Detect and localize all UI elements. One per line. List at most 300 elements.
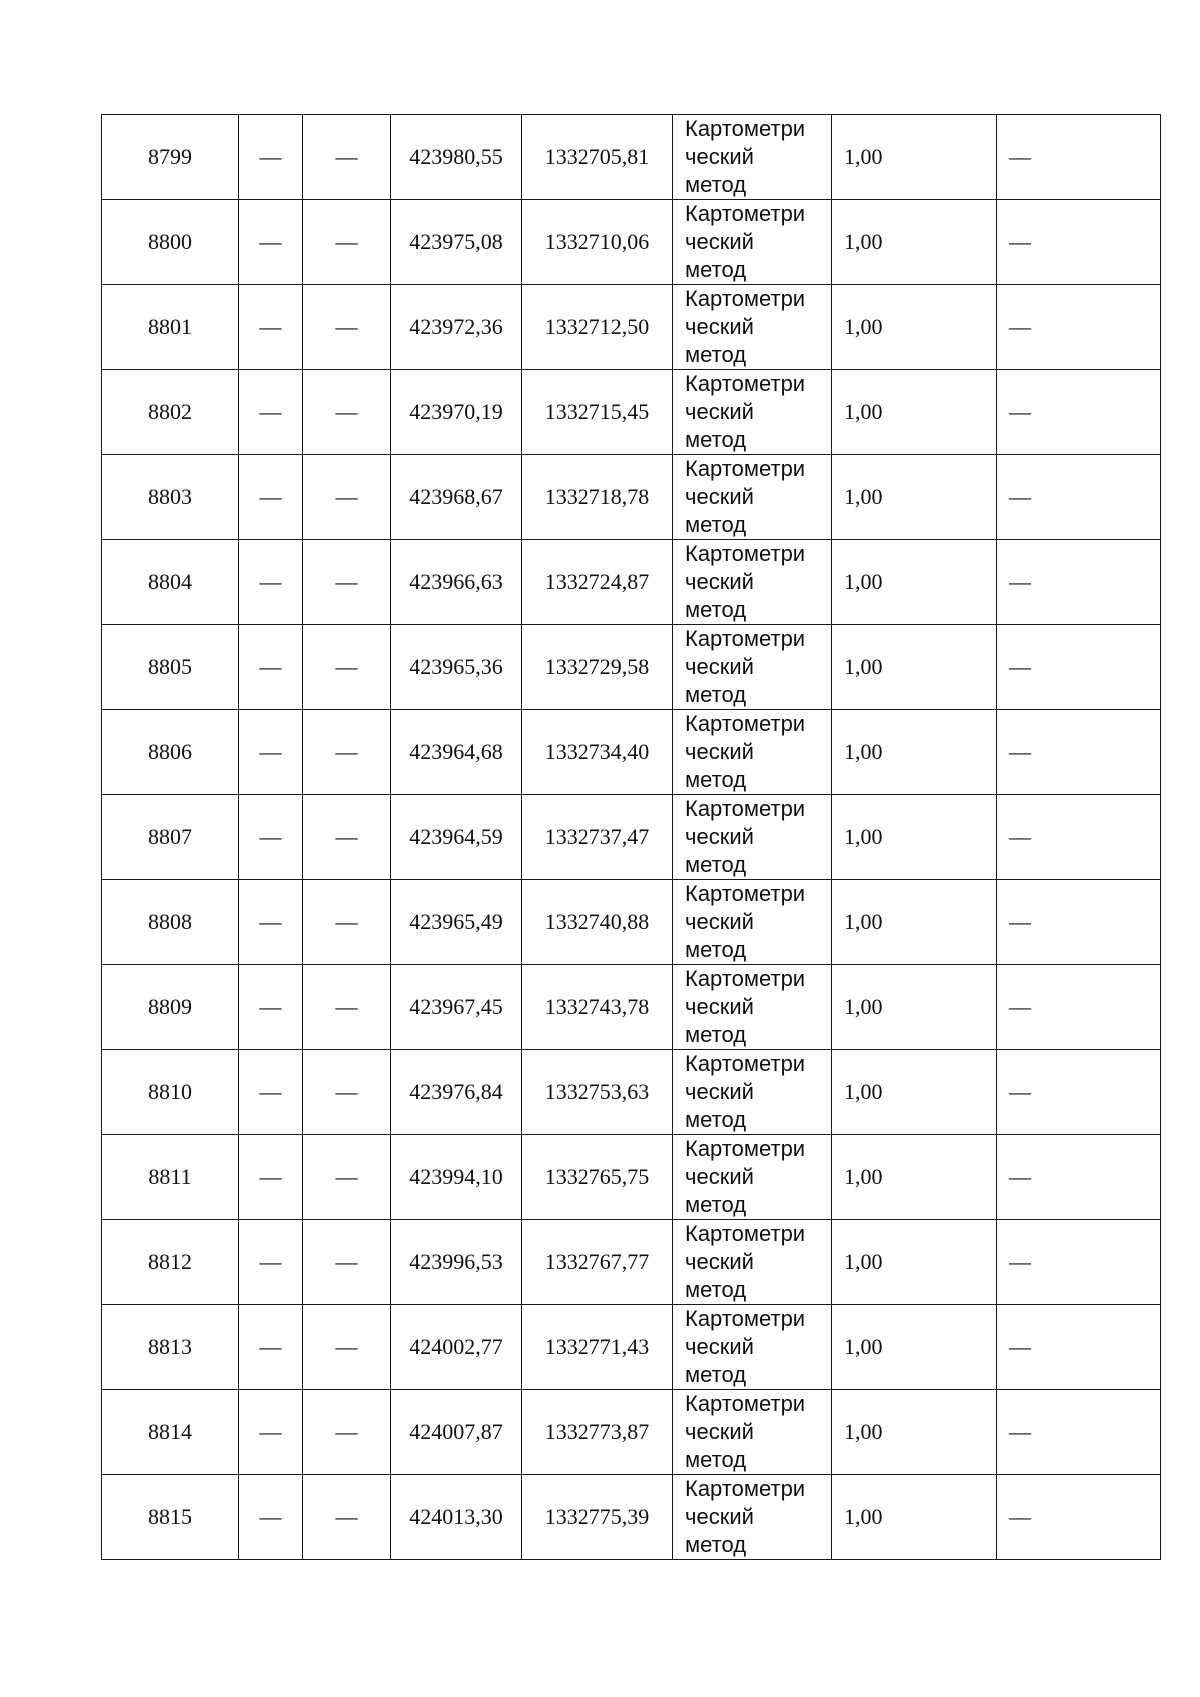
empty-col2-cell-text: — bbox=[259, 824, 282, 849]
accuracy-cell bbox=[832, 455, 997, 540]
coord-y-cell bbox=[522, 625, 673, 710]
description-cell bbox=[997, 880, 1161, 965]
description-cell bbox=[997, 965, 1161, 1050]
coord-y-cell-text: 1332775,39 bbox=[544, 1504, 650, 1529]
empty-col2-cell bbox=[239, 540, 303, 625]
description-cell bbox=[997, 625, 1161, 710]
table-row bbox=[102, 200, 1161, 285]
coord-y-cell-text: 1332715,45 bbox=[544, 399, 650, 424]
point-number-cell-text: 8799 bbox=[148, 144, 192, 169]
table-row bbox=[102, 965, 1161, 1050]
coord-x-cell-text: 423967,45 bbox=[409, 994, 503, 1019]
coord-y-cell bbox=[522, 1135, 673, 1220]
accuracy-cell bbox=[832, 880, 997, 965]
empty-col2-cell bbox=[239, 625, 303, 710]
table-row bbox=[102, 540, 1161, 625]
method-line: ческий bbox=[685, 1249, 754, 1274]
method-line: ческий bbox=[685, 1164, 754, 1189]
empty-col2-cell-text: — bbox=[259, 1164, 282, 1189]
point-number-cell-text: 8814 bbox=[148, 1419, 192, 1444]
description-cell bbox=[997, 1475, 1161, 1560]
description-cell-text: — bbox=[1009, 1164, 1031, 1189]
point-number-cell bbox=[102, 115, 239, 200]
coord-y-cell-text: 1332773,87 bbox=[544, 1419, 650, 1444]
method-cell bbox=[673, 710, 832, 795]
coord-x-cell-text: 423964,68 bbox=[409, 739, 503, 764]
method-line: Картометри bbox=[685, 1391, 806, 1416]
coord-x-cell-text: 423968,67 bbox=[409, 484, 503, 509]
accuracy-cell-text: 1,00 bbox=[844, 824, 883, 849]
table-row bbox=[102, 795, 1161, 880]
method-line: метод bbox=[685, 342, 747, 367]
accuracy-cell-text: 1,00 bbox=[844, 144, 883, 169]
coord-x-cell bbox=[391, 115, 522, 200]
coord-x-cell bbox=[391, 200, 522, 285]
method-line: ческий bbox=[685, 1334, 754, 1359]
method-line: ческий bbox=[685, 909, 754, 934]
empty-col2-cell bbox=[239, 455, 303, 540]
coord-y-cell-text: 1332718,78 bbox=[544, 484, 650, 509]
table-row bbox=[102, 370, 1161, 455]
table-row bbox=[102, 880, 1161, 965]
method-line: метод bbox=[685, 1532, 747, 1557]
accuracy-cell bbox=[832, 795, 997, 880]
method-cell bbox=[673, 115, 832, 200]
method-line: метод bbox=[685, 852, 747, 877]
coordinates-table bbox=[101, 114, 1161, 1560]
coord-x-cell-text: 423996,53 bbox=[409, 1249, 503, 1274]
coord-x-cell bbox=[391, 880, 522, 965]
empty-col3-cell-text: — bbox=[335, 1249, 358, 1274]
coord-y-cell-text: 1332765,75 bbox=[544, 1164, 650, 1189]
description-cell bbox=[997, 1390, 1161, 1475]
coord-y-cell bbox=[522, 285, 673, 370]
point-number-cell bbox=[102, 965, 239, 1050]
description-cell bbox=[997, 285, 1161, 370]
empty-col3-cell bbox=[303, 1475, 391, 1560]
point-number-cell-text: 8812 bbox=[148, 1249, 192, 1274]
description-cell bbox=[997, 1050, 1161, 1135]
empty-col3-cell-text: — bbox=[335, 1334, 358, 1359]
method-cell bbox=[673, 1135, 832, 1220]
accuracy-cell-text: 1,00 bbox=[844, 909, 883, 934]
empty-col3-cell-text: — bbox=[335, 994, 358, 1019]
description-cell bbox=[997, 115, 1161, 200]
accuracy-cell-text: 1,00 bbox=[844, 1249, 883, 1274]
method-line: ческий bbox=[685, 1504, 754, 1529]
coord-y-cell-text: 1332724,87 bbox=[544, 569, 650, 594]
empty-col3-cell-text: — bbox=[335, 229, 358, 254]
description-cell bbox=[997, 200, 1161, 285]
description-cell-text: — bbox=[1009, 144, 1031, 169]
coord-x-cell-text: 423964,59 bbox=[409, 824, 503, 849]
table-row bbox=[102, 115, 1161, 200]
coord-x-cell bbox=[391, 1050, 522, 1135]
table-row bbox=[102, 1390, 1161, 1475]
table-row bbox=[102, 1220, 1161, 1305]
method-cell bbox=[673, 1390, 832, 1475]
empty-col2-cell-text: — bbox=[259, 144, 282, 169]
method-line: ческий bbox=[685, 484, 754, 509]
table-row bbox=[102, 285, 1161, 370]
method-line: ческий bbox=[685, 314, 754, 339]
coord-x-cell bbox=[391, 1475, 522, 1560]
empty-col3-cell bbox=[303, 1220, 391, 1305]
accuracy-cell bbox=[832, 1220, 997, 1305]
coord-y-cell bbox=[522, 115, 673, 200]
empty-col3-cell-text: — bbox=[335, 654, 358, 679]
coord-y-cell-text: 1332705,81 bbox=[544, 144, 650, 169]
description-cell-text: — bbox=[1009, 654, 1031, 679]
accuracy-cell-text: 1,00 bbox=[844, 399, 883, 424]
empty-col2-cell-text: — bbox=[259, 994, 282, 1019]
method-line: метод bbox=[685, 172, 747, 197]
accuracy-cell bbox=[832, 1050, 997, 1135]
point-number-cell-text: 8806 bbox=[148, 739, 192, 764]
description-cell-text: — bbox=[1009, 1079, 1031, 1104]
empty-col3-cell bbox=[303, 115, 391, 200]
empty-col3-cell-text: — bbox=[335, 1419, 358, 1444]
accuracy-cell-text: 1,00 bbox=[844, 739, 883, 764]
empty-col3-cell bbox=[303, 965, 391, 1050]
point-number-cell-text: 8801 bbox=[148, 314, 192, 339]
empty-col3-cell-text: — bbox=[335, 824, 358, 849]
accuracy-cell bbox=[832, 540, 997, 625]
description-cell bbox=[997, 540, 1161, 625]
accuracy-cell bbox=[832, 965, 997, 1050]
coord-y-cell bbox=[522, 965, 673, 1050]
empty-col2-cell bbox=[239, 1305, 303, 1390]
empty-col2-cell bbox=[239, 115, 303, 200]
empty-col3-cell bbox=[303, 710, 391, 795]
coord-y-cell-text: 1332771,43 bbox=[544, 1334, 650, 1359]
method-line: ческий bbox=[685, 229, 754, 254]
coord-x-cell bbox=[391, 540, 522, 625]
coord-y-cell-text: 1332740,88 bbox=[544, 909, 650, 934]
coord-x-cell-text: 423965,49 bbox=[409, 909, 503, 934]
empty-col3-cell-text: — bbox=[335, 144, 358, 169]
description-cell bbox=[997, 370, 1161, 455]
accuracy-cell-text: 1,00 bbox=[844, 994, 883, 1019]
coord-x-cell bbox=[391, 965, 522, 1050]
coord-y-cell-text: 1332710,06 bbox=[544, 229, 650, 254]
empty-col2-cell-text: — bbox=[259, 1249, 282, 1274]
method-line: Картометри bbox=[685, 456, 806, 481]
description-cell-text: — bbox=[1009, 229, 1031, 254]
empty-col3-cell-text: — bbox=[335, 399, 358, 424]
point-number-cell bbox=[102, 1135, 239, 1220]
method-line: Картометри bbox=[685, 116, 806, 141]
method-cell bbox=[673, 200, 832, 285]
method-line: метод bbox=[685, 767, 747, 792]
accuracy-cell-text: 1,00 bbox=[844, 1419, 883, 1444]
coord-x-cell-text: 423975,08 bbox=[409, 229, 503, 254]
empty-col3-cell bbox=[303, 455, 391, 540]
point-number-cell bbox=[102, 625, 239, 710]
empty-col3-cell bbox=[303, 285, 391, 370]
accuracy-cell bbox=[832, 625, 997, 710]
empty-col3-cell-text: — bbox=[335, 1079, 358, 1104]
method-line: метод bbox=[685, 512, 747, 537]
empty-col2-cell-text: — bbox=[259, 399, 282, 424]
coord-y-cell bbox=[522, 200, 673, 285]
empty-col2-cell-text: — bbox=[259, 739, 282, 764]
empty-col3-cell bbox=[303, 1390, 391, 1475]
point-number-cell bbox=[102, 1050, 239, 1135]
empty-col3-cell-text: — bbox=[335, 484, 358, 509]
empty-col3-cell bbox=[303, 1135, 391, 1220]
method-line: Картометри bbox=[685, 796, 806, 821]
coord-x-cell bbox=[391, 625, 522, 710]
point-number-cell-text: 8800 bbox=[148, 229, 192, 254]
table-row bbox=[102, 1305, 1161, 1390]
empty-col3-cell bbox=[303, 625, 391, 710]
method-line: Картометри bbox=[685, 1476, 806, 1501]
coord-x-cell-text: 424007,87 bbox=[409, 1419, 503, 1444]
coord-y-cell bbox=[522, 795, 673, 880]
empty-col2-cell bbox=[239, 285, 303, 370]
empty-col2-cell bbox=[239, 200, 303, 285]
accuracy-cell-text: 1,00 bbox=[844, 1334, 883, 1359]
empty-col3-cell-text: — bbox=[335, 1164, 358, 1189]
accuracy-cell bbox=[832, 1475, 997, 1560]
empty-col3-cell bbox=[303, 1305, 391, 1390]
method-cell bbox=[673, 625, 832, 710]
empty-col2-cell-text: — bbox=[259, 654, 282, 679]
empty-col2-cell bbox=[239, 1390, 303, 1475]
description-cell-text: — bbox=[1009, 909, 1031, 934]
accuracy-cell bbox=[832, 370, 997, 455]
method-cell bbox=[673, 285, 832, 370]
coord-y-cell-text: 1332734,40 bbox=[544, 739, 650, 764]
accuracy-cell-text: 1,00 bbox=[844, 654, 883, 679]
description-cell-text: — bbox=[1009, 399, 1031, 424]
method-line: Картометри bbox=[685, 966, 806, 991]
method-cell bbox=[673, 455, 832, 540]
coord-y-cell-text: 1332712,50 bbox=[544, 314, 650, 339]
method-line: Картометри bbox=[685, 626, 806, 651]
coord-x-cell-text: 423972,36 bbox=[409, 314, 503, 339]
method-line: ческий bbox=[685, 144, 754, 169]
coord-y-cell bbox=[522, 1050, 673, 1135]
method-cell bbox=[673, 1220, 832, 1305]
method-line: ческий bbox=[685, 824, 754, 849]
empty-col3-cell bbox=[303, 1050, 391, 1135]
method-line: метод bbox=[685, 1192, 747, 1217]
coord-y-cell bbox=[522, 370, 673, 455]
coord-x-cell-text: 423965,36 bbox=[409, 654, 503, 679]
empty-col2-cell bbox=[239, 1050, 303, 1135]
accuracy-cell bbox=[832, 200, 997, 285]
accuracy-cell-text: 1,00 bbox=[844, 569, 883, 594]
coord-x-cell bbox=[391, 1135, 522, 1220]
point-number-cell bbox=[102, 455, 239, 540]
point-number-cell-text: 8813 bbox=[148, 1334, 192, 1359]
method-cell bbox=[673, 1050, 832, 1135]
table-row bbox=[102, 1050, 1161, 1135]
method-line: Картометри bbox=[685, 1051, 806, 1076]
point-number-cell bbox=[102, 795, 239, 880]
coord-x-cell-text: 423976,84 bbox=[409, 1079, 503, 1104]
method-line: метод bbox=[685, 937, 747, 962]
point-number-cell-text: 8802 bbox=[148, 399, 192, 424]
point-number-cell-text: 8815 bbox=[148, 1504, 192, 1529]
coord-x-cell-text: 423966,63 bbox=[409, 569, 503, 594]
accuracy-cell-text: 1,00 bbox=[844, 1504, 883, 1529]
empty-col2-cell-text: — bbox=[259, 484, 282, 509]
table-row bbox=[102, 1475, 1161, 1560]
method-line: метод bbox=[685, 1362, 747, 1387]
method-line: Картометри bbox=[685, 1306, 806, 1331]
empty-col2-cell-text: — bbox=[259, 1334, 282, 1359]
empty-col3-cell bbox=[303, 200, 391, 285]
coord-x-cell-text: 423980,55 bbox=[409, 144, 503, 169]
coord-y-cell bbox=[522, 1390, 673, 1475]
description-cell-text: — bbox=[1009, 569, 1031, 594]
method-line: Картометри bbox=[685, 286, 806, 311]
empty-col3-cell-text: — bbox=[335, 569, 358, 594]
coord-y-cell bbox=[522, 1305, 673, 1390]
method-line: ческий bbox=[685, 1079, 754, 1104]
description-cell bbox=[997, 1220, 1161, 1305]
table-row bbox=[102, 710, 1161, 795]
point-number-cell bbox=[102, 710, 239, 795]
method-line: Картометри bbox=[685, 541, 806, 566]
method-line: Картометри bbox=[685, 1136, 806, 1161]
empty-col2-cell-text: — bbox=[259, 229, 282, 254]
point-number-cell bbox=[102, 540, 239, 625]
accuracy-cell bbox=[832, 1390, 997, 1475]
method-line: метод bbox=[685, 1107, 747, 1132]
accuracy-cell-text: 1,00 bbox=[844, 484, 883, 509]
empty-col3-cell bbox=[303, 880, 391, 965]
coord-y-cell bbox=[522, 880, 673, 965]
coord-x-cell-text: 423994,10 bbox=[409, 1164, 503, 1189]
description-cell-text: — bbox=[1009, 484, 1031, 509]
accuracy-cell-text: 1,00 bbox=[844, 229, 883, 254]
method-cell bbox=[673, 370, 832, 455]
accuracy-cell bbox=[832, 1305, 997, 1390]
table-row bbox=[102, 1135, 1161, 1220]
method-cell bbox=[673, 880, 832, 965]
accuracy-cell bbox=[832, 1135, 997, 1220]
method-cell bbox=[673, 965, 832, 1050]
empty-col3-cell bbox=[303, 795, 391, 880]
coord-x-cell-text: 424013,30 bbox=[409, 1504, 503, 1529]
coord-x-cell-text: 424002,77 bbox=[409, 1334, 503, 1359]
point-number-cell bbox=[102, 285, 239, 370]
accuracy-cell bbox=[832, 710, 997, 795]
coord-x-cell bbox=[391, 370, 522, 455]
coord-y-cell bbox=[522, 1220, 673, 1305]
coord-x-cell bbox=[391, 1305, 522, 1390]
empty-col2-cell bbox=[239, 965, 303, 1050]
coord-y-cell-text: 1332737,47 bbox=[544, 824, 650, 849]
coord-y-cell bbox=[522, 1475, 673, 1560]
point-number-cell-text: 8807 bbox=[148, 824, 192, 849]
accuracy-cell-text: 1,00 bbox=[844, 1164, 883, 1189]
method-line: метод bbox=[685, 427, 747, 452]
empty-col2-cell-text: — bbox=[259, 569, 282, 594]
method-cell bbox=[673, 1305, 832, 1390]
description-cell-text: — bbox=[1009, 1504, 1031, 1529]
empty-col2-cell bbox=[239, 1475, 303, 1560]
coord-x-cell bbox=[391, 710, 522, 795]
method-line: метод bbox=[685, 1447, 747, 1472]
coord-y-cell bbox=[522, 540, 673, 625]
coord-y-cell-text: 1332743,78 bbox=[544, 994, 650, 1019]
empty-col3-cell-text: — bbox=[335, 909, 358, 934]
point-number-cell bbox=[102, 200, 239, 285]
method-line: ческий bbox=[685, 994, 754, 1019]
coord-x-cell bbox=[391, 1390, 522, 1475]
method-line: метод bbox=[685, 1022, 747, 1047]
empty-col2-cell bbox=[239, 880, 303, 965]
empty-col2-cell bbox=[239, 370, 303, 455]
method-cell bbox=[673, 1475, 832, 1560]
method-line: Картометри bbox=[685, 711, 806, 736]
description-cell bbox=[997, 1135, 1161, 1220]
description-cell bbox=[997, 795, 1161, 880]
point-number-cell-text: 8809 bbox=[148, 994, 192, 1019]
empty-col3-cell-text: — bbox=[335, 314, 358, 339]
empty-col2-cell bbox=[239, 710, 303, 795]
point-number-cell bbox=[102, 1475, 239, 1560]
method-line: ческий bbox=[685, 399, 754, 424]
method-line: Картометри bbox=[685, 371, 806, 396]
coord-y-cell bbox=[522, 455, 673, 540]
coord-y-cell bbox=[522, 710, 673, 795]
description-cell-text: — bbox=[1009, 824, 1031, 849]
point-number-cell bbox=[102, 1390, 239, 1475]
point-number-cell-text: 8804 bbox=[148, 569, 192, 594]
method-line: Картометри bbox=[685, 881, 806, 906]
point-number-cell-text: 8803 bbox=[148, 484, 192, 509]
coord-y-cell-text: 1332753,63 bbox=[544, 1079, 650, 1104]
coord-x-cell bbox=[391, 455, 522, 540]
point-number-cell-text: 8811 bbox=[148, 1164, 192, 1189]
method-line: метод bbox=[685, 257, 747, 282]
description-cell-text: — bbox=[1009, 1334, 1031, 1359]
accuracy-cell-text: 1,00 bbox=[844, 314, 883, 339]
empty-col3-cell bbox=[303, 370, 391, 455]
accuracy-cell-text: 1,00 bbox=[844, 1079, 883, 1104]
method-line: ческий bbox=[685, 739, 754, 764]
table-row bbox=[102, 625, 1161, 710]
description-cell bbox=[997, 710, 1161, 795]
method-cell bbox=[673, 540, 832, 625]
empty-col2-cell-text: — bbox=[259, 909, 282, 934]
method-line: ческий bbox=[685, 654, 754, 679]
method-line: метод bbox=[685, 597, 747, 622]
table-body bbox=[102, 115, 1161, 1560]
empty-col2-cell bbox=[239, 1135, 303, 1220]
table-row bbox=[102, 455, 1161, 540]
point-number-cell bbox=[102, 370, 239, 455]
description-cell bbox=[997, 455, 1161, 540]
empty-col2-cell-text: — bbox=[259, 1504, 282, 1529]
empty-col3-cell-text: — bbox=[335, 1504, 358, 1529]
description-cell-text: — bbox=[1009, 739, 1031, 764]
coord-x-cell bbox=[391, 285, 522, 370]
empty-col3-cell-text: — bbox=[335, 739, 358, 764]
description-cell-text: — bbox=[1009, 1419, 1031, 1444]
method-cell bbox=[673, 795, 832, 880]
coord-y-cell-text: 1332729,58 bbox=[544, 654, 650, 679]
coord-x-cell bbox=[391, 795, 522, 880]
description-cell-text: — bbox=[1009, 1249, 1031, 1274]
method-line: ческий bbox=[685, 569, 754, 594]
